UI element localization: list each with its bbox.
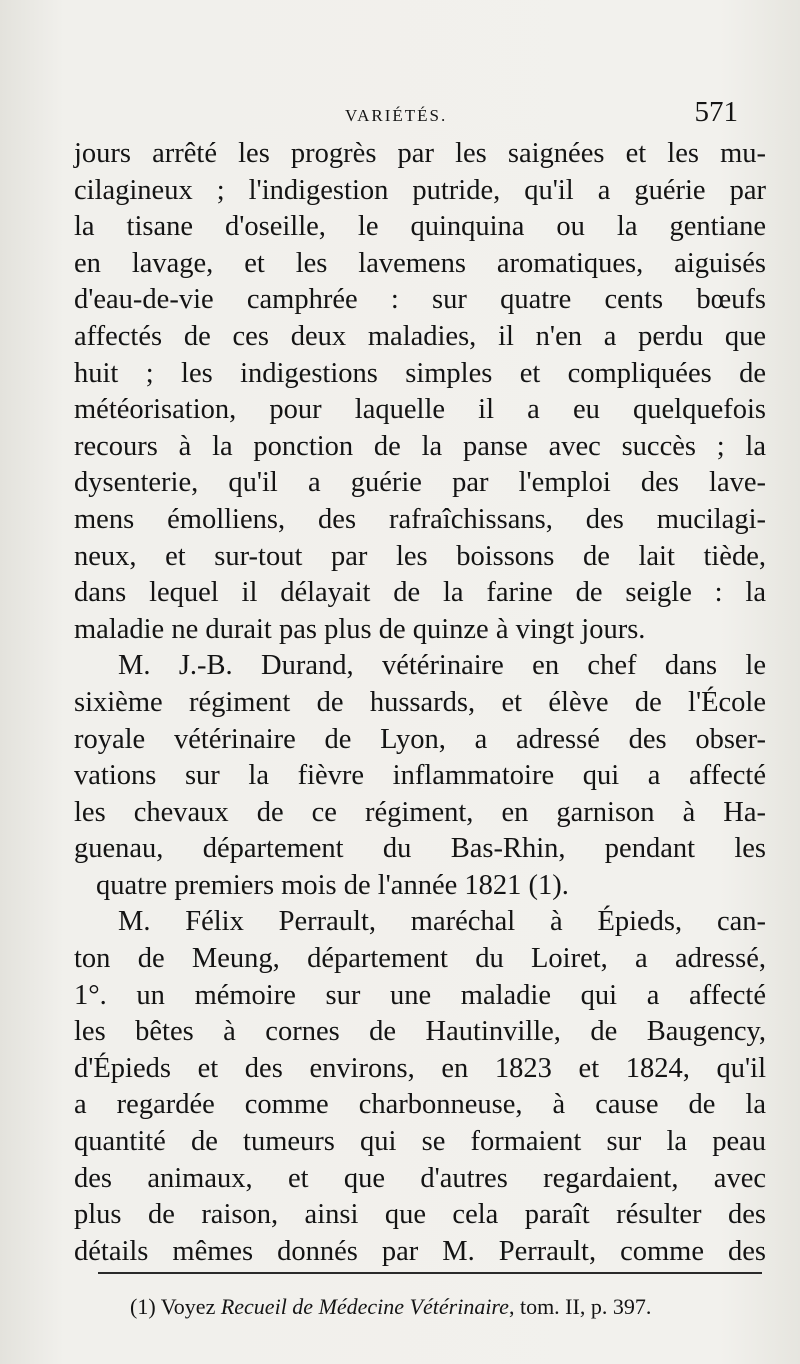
text-line: dysenterie, qu'il a guérie par l'emploi des lave- [74, 467, 766, 499]
text-line: plus de raison, ainsi que cela paraît résulter des [74, 1199, 766, 1231]
running-head-title: VARIÉTÉS. [345, 106, 448, 125]
footnote [130, 1294, 770, 1320]
text-line: d'eau-de-vie camphrée : sur quatre cents bœufs [74, 284, 766, 316]
text-line: sixième régiment de hussards, et élève de l'École [74, 686, 766, 718]
text-line: vations sur la fièvre inflammatoire qui a affecté [74, 760, 766, 792]
page-number: 571 [694, 96, 738, 128]
footnote-source-title: Recueil de Médecine Vétérinaire [220, 1294, 509, 1319]
text-line: quatre premiers mois de l'année 1821 (1). [96, 869, 569, 901]
text-line: ton de Meung, département du Loiret, a adressé, [74, 943, 766, 975]
text-line: détails mêmes donnés par M. Perrault, comme des [74, 1235, 766, 1267]
text-line: royale vétérinaire de Lyon, a adressé des obser- [74, 723, 766, 755]
text-line: jours arrêté les progrès par les saignées et les mu- [74, 138, 766, 169]
text-line: mens émolliens, des rafraîchissans, des mucilagi- [74, 503, 766, 535]
running-head [0, 96, 800, 136]
text-line: la tisane d'oseille, le quinquina ou la gentiane [74, 211, 766, 243]
paragraph-start-line: M. J.-B. Durand, vétérinaire en chef dans le [118, 650, 766, 682]
text-line: les bêtes à cornes de Hautinville, de Baugency, [74, 1016, 766, 1048]
text-line: maladie ne durait pas plus de quinze à vingt jours. [74, 613, 646, 645]
text-line: guenau, département du Bas-Rhin, pendant les [74, 833, 766, 865]
text-line: neux, et sur-tout par les boissons de lait tiède, [74, 540, 766, 572]
footnote-rule [98, 1272, 762, 1274]
text-line: affectés de ces deux maladies, il n'en a perdu que [74, 320, 766, 352]
text-line: d'Épieds et des environs, en 1823 et 1824, qu'il [74, 1052, 766, 1084]
text-line: les chevaux de ce régiment, en garnison à Ha- [74, 796, 766, 828]
footnote-marker: (1) Voyez [130, 1294, 221, 1319]
text-line: quantité de tumeurs qui se formaient sur la peau [74, 1126, 766, 1158]
text-line: dans lequel il délayait de la farine de seigle : la [74, 577, 766, 609]
text-line: en lavage, et les lavemens aromatiques, aiguisés [74, 247, 766, 279]
text-line: huit ; les indigestions simples et compliquées de [74, 357, 766, 389]
text-line: 1°. un mémoire sur une maladie qui a affecté [74, 979, 766, 1011]
body-text [74, 136, 766, 1270]
text-line: cilagineux ; l'indigestion putride, qu'il a guérie par [74, 174, 766, 206]
footnote-tail: , tom. II, p. 397. [508, 1294, 652, 1319]
text-line: météorisation, pour laquelle il a eu quelquefois [74, 394, 766, 426]
text-line: a regardée comme charbonneuse, à cause de la [74, 1089, 766, 1121]
paragraph-start-line: M. Félix Perrault, maréchal à Épieds, can- [118, 906, 766, 938]
text-line: des animaux, et que d'autres regardaient, avec [74, 1162, 766, 1194]
text-line: recours à la ponction de la panse avec succès ; la [74, 430, 766, 462]
